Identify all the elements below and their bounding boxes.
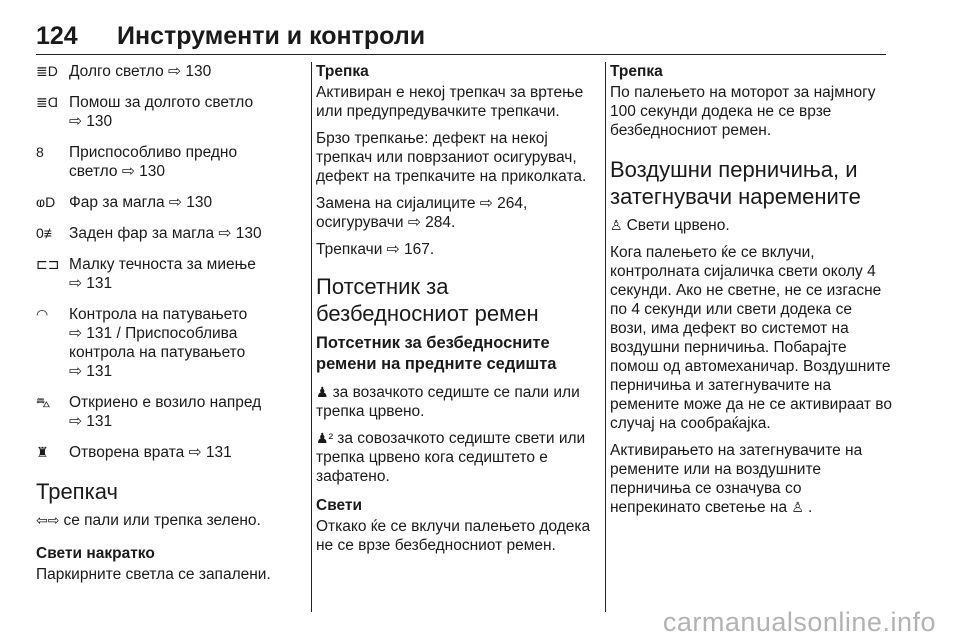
indicator-row bbox=[36, 62, 304, 81]
driver-seatbelt-icon: ♟ bbox=[316, 384, 329, 400]
washer-fluid-icon: ⊏⊐ bbox=[36, 256, 60, 272]
indicator-row bbox=[36, 193, 304, 212]
high-beam-icon: ≣D bbox=[36, 63, 58, 79]
flashing-text-1: Активиран е некој трепкач за вртење или предупредувачките трепкачи. bbox=[316, 84, 584, 120]
page-title: Инструменти и контроли bbox=[117, 22, 426, 50]
column-divider-2 bbox=[605, 62, 606, 612]
page-header bbox=[36, 22, 886, 55]
vehicle-ahead-icon: ⛍ bbox=[36, 394, 51, 410]
indicator-text bbox=[69, 193, 304, 212]
flashing-heading: Трепка bbox=[316, 63, 369, 80]
indicator-line: ⇨ 131 bbox=[69, 413, 113, 430]
passenger-seatbelt-icon: ♟² bbox=[316, 430, 334, 446]
airbag-icon: ♙ bbox=[610, 217, 623, 233]
indicator-line: ⇨ 131 bbox=[69, 363, 113, 380]
indicator-line: Фар за магла ⇨ 130 bbox=[69, 194, 213, 211]
indicator-line: контрола на патувањето bbox=[69, 344, 246, 361]
high-beam-assist-icon: ≣Ɑ bbox=[36, 94, 58, 110]
indicator-line: светло ⇨ 130 bbox=[69, 163, 165, 180]
airbag-activation-end: . bbox=[807, 499, 813, 516]
airbag-description: Кога палењето ќе се вклучи, контролната сијаличка свети околу 4 секунди. Ако не светне, не се изгасне по 4 секунди или свети додека се вози, има дефект во системот на воздушни перничиња. Побарајте помош од автомеханичар. Воздушните перничиња и затегнувачите на ремените може да не се активираат во случај на сообраќајка. bbox=[610, 244, 892, 432]
front-fog-icon: ⱷD bbox=[36, 194, 56, 210]
indicator-row bbox=[36, 393, 304, 431]
column-divider-1 bbox=[311, 62, 312, 612]
indicator-text bbox=[69, 143, 304, 181]
turn-signal-icon: ⇦⇨ bbox=[36, 512, 60, 528]
watermark: carmanualsonline.info bbox=[662, 607, 936, 637]
bulb-replacement-text: Замена на сијалиците ⇨ 264, осигурувачи ⇨ 284. bbox=[316, 195, 528, 231]
airbag-inline-icon: ♙ bbox=[791, 499, 804, 515]
cruise-control-icon: ◠ bbox=[36, 306, 49, 322]
flashing-heading-2: Трепка bbox=[610, 63, 663, 80]
illuminated-heading: Свети bbox=[316, 497, 363, 514]
indicator-text bbox=[69, 224, 304, 243]
illuminated-text: Откако ќе се вклучи палењето додека не се врзе безбедносниот ремен. bbox=[316, 518, 591, 554]
indicator-row bbox=[36, 443, 304, 462]
turn-signal-text: се пали или трепка зелено. bbox=[63, 512, 261, 529]
indicator-row bbox=[36, 305, 304, 381]
indicator-line: Откриено е возило напред bbox=[69, 394, 262, 411]
turn-signal-heading: Трепкач bbox=[36, 479, 118, 504]
indicator-line: Помош за долгото светло bbox=[69, 94, 254, 111]
side-lights-text: Паркирните светла се запалени. bbox=[36, 566, 271, 583]
indicator-row bbox=[36, 93, 304, 131]
indicator-line: Отворена врата ⇨ 131 bbox=[69, 444, 232, 461]
indicator-line: ⇨ 131 / Приспособлива bbox=[69, 325, 238, 342]
driver-seatbelt-text: за возачкото седиште се пали или трепка црвено. bbox=[316, 384, 580, 420]
passenger-seatbelt-paragraph bbox=[316, 429, 592, 486]
indicator-line: Долго светло ⇨ 130 bbox=[69, 63, 212, 80]
indicator-line: Заден фар за магла ⇨ 130 bbox=[69, 225, 262, 242]
turn-signals-ref: Трепкачи ⇨ 167. bbox=[316, 241, 435, 258]
indicator-text bbox=[69, 443, 304, 462]
adaptive-light-icon: 8 bbox=[36, 144, 44, 160]
side-lights-heading: Свети накратко bbox=[36, 545, 155, 562]
column-2 bbox=[316, 62, 592, 563]
passenger-seatbelt-text: за совозачкото седиште свети или трепка црвено кога седиштето е зафатено. bbox=[316, 430, 586, 485]
turn-signal-paragraph bbox=[36, 511, 304, 530]
indicator-list bbox=[36, 62, 304, 462]
column-3 bbox=[610, 62, 892, 525]
indicator-text bbox=[69, 62, 304, 81]
airbag-status-text: Свети црвено. bbox=[626, 217, 730, 234]
indicator-row bbox=[36, 255, 304, 293]
seatbelt-reminder-heading: Потсетник за безбедносниот ремен bbox=[316, 274, 539, 326]
airbag-status-paragraph bbox=[610, 216, 892, 235]
indicator-text bbox=[69, 255, 304, 293]
door-open-icon: ♜ bbox=[36, 444, 49, 460]
driver-seatbelt-paragraph bbox=[316, 383, 592, 421]
flashing-text-3: По палењето на моторот за најмногу 100 секунди додека не се врзе безбедносниот ремен. bbox=[610, 84, 876, 139]
indicator-line: Приспособливо предно bbox=[69, 144, 238, 161]
airbag-activation-text: Активирањето на затегнувачите на ремените или на воздушните перничиња се означува со непрекинато светење на bbox=[610, 442, 863, 516]
indicator-text bbox=[69, 393, 304, 431]
flashing-text-2: Брзо трепкање: дефект на некој трепкач или поврзаниот осигурувач, дефект на трепкачите на приколката. bbox=[316, 130, 587, 185]
indicator-row bbox=[36, 143, 304, 181]
column-1 bbox=[36, 62, 304, 592]
indicator-text bbox=[69, 305, 304, 381]
indicator-line: ⇨ 130 bbox=[69, 113, 113, 130]
indicator-line: Контрола на патувањето bbox=[69, 306, 248, 323]
indicator-line: ⇨ 131 bbox=[69, 275, 113, 292]
indicator-row bbox=[36, 224, 304, 243]
airbag-activation-paragraph bbox=[610, 441, 892, 517]
indicator-text bbox=[69, 93, 304, 131]
indicator-line: Малку течноста за миење bbox=[69, 256, 256, 273]
front-seatbelt-heading: Потсетник за безбедносните ремени на предните седишта bbox=[316, 334, 557, 373]
rear-fog-icon: 0≢ bbox=[36, 225, 58, 241]
page-number: 124 bbox=[36, 22, 78, 50]
airbag-heading: Воздушни перничиња, и затегнувачи наремените bbox=[610, 157, 861, 209]
